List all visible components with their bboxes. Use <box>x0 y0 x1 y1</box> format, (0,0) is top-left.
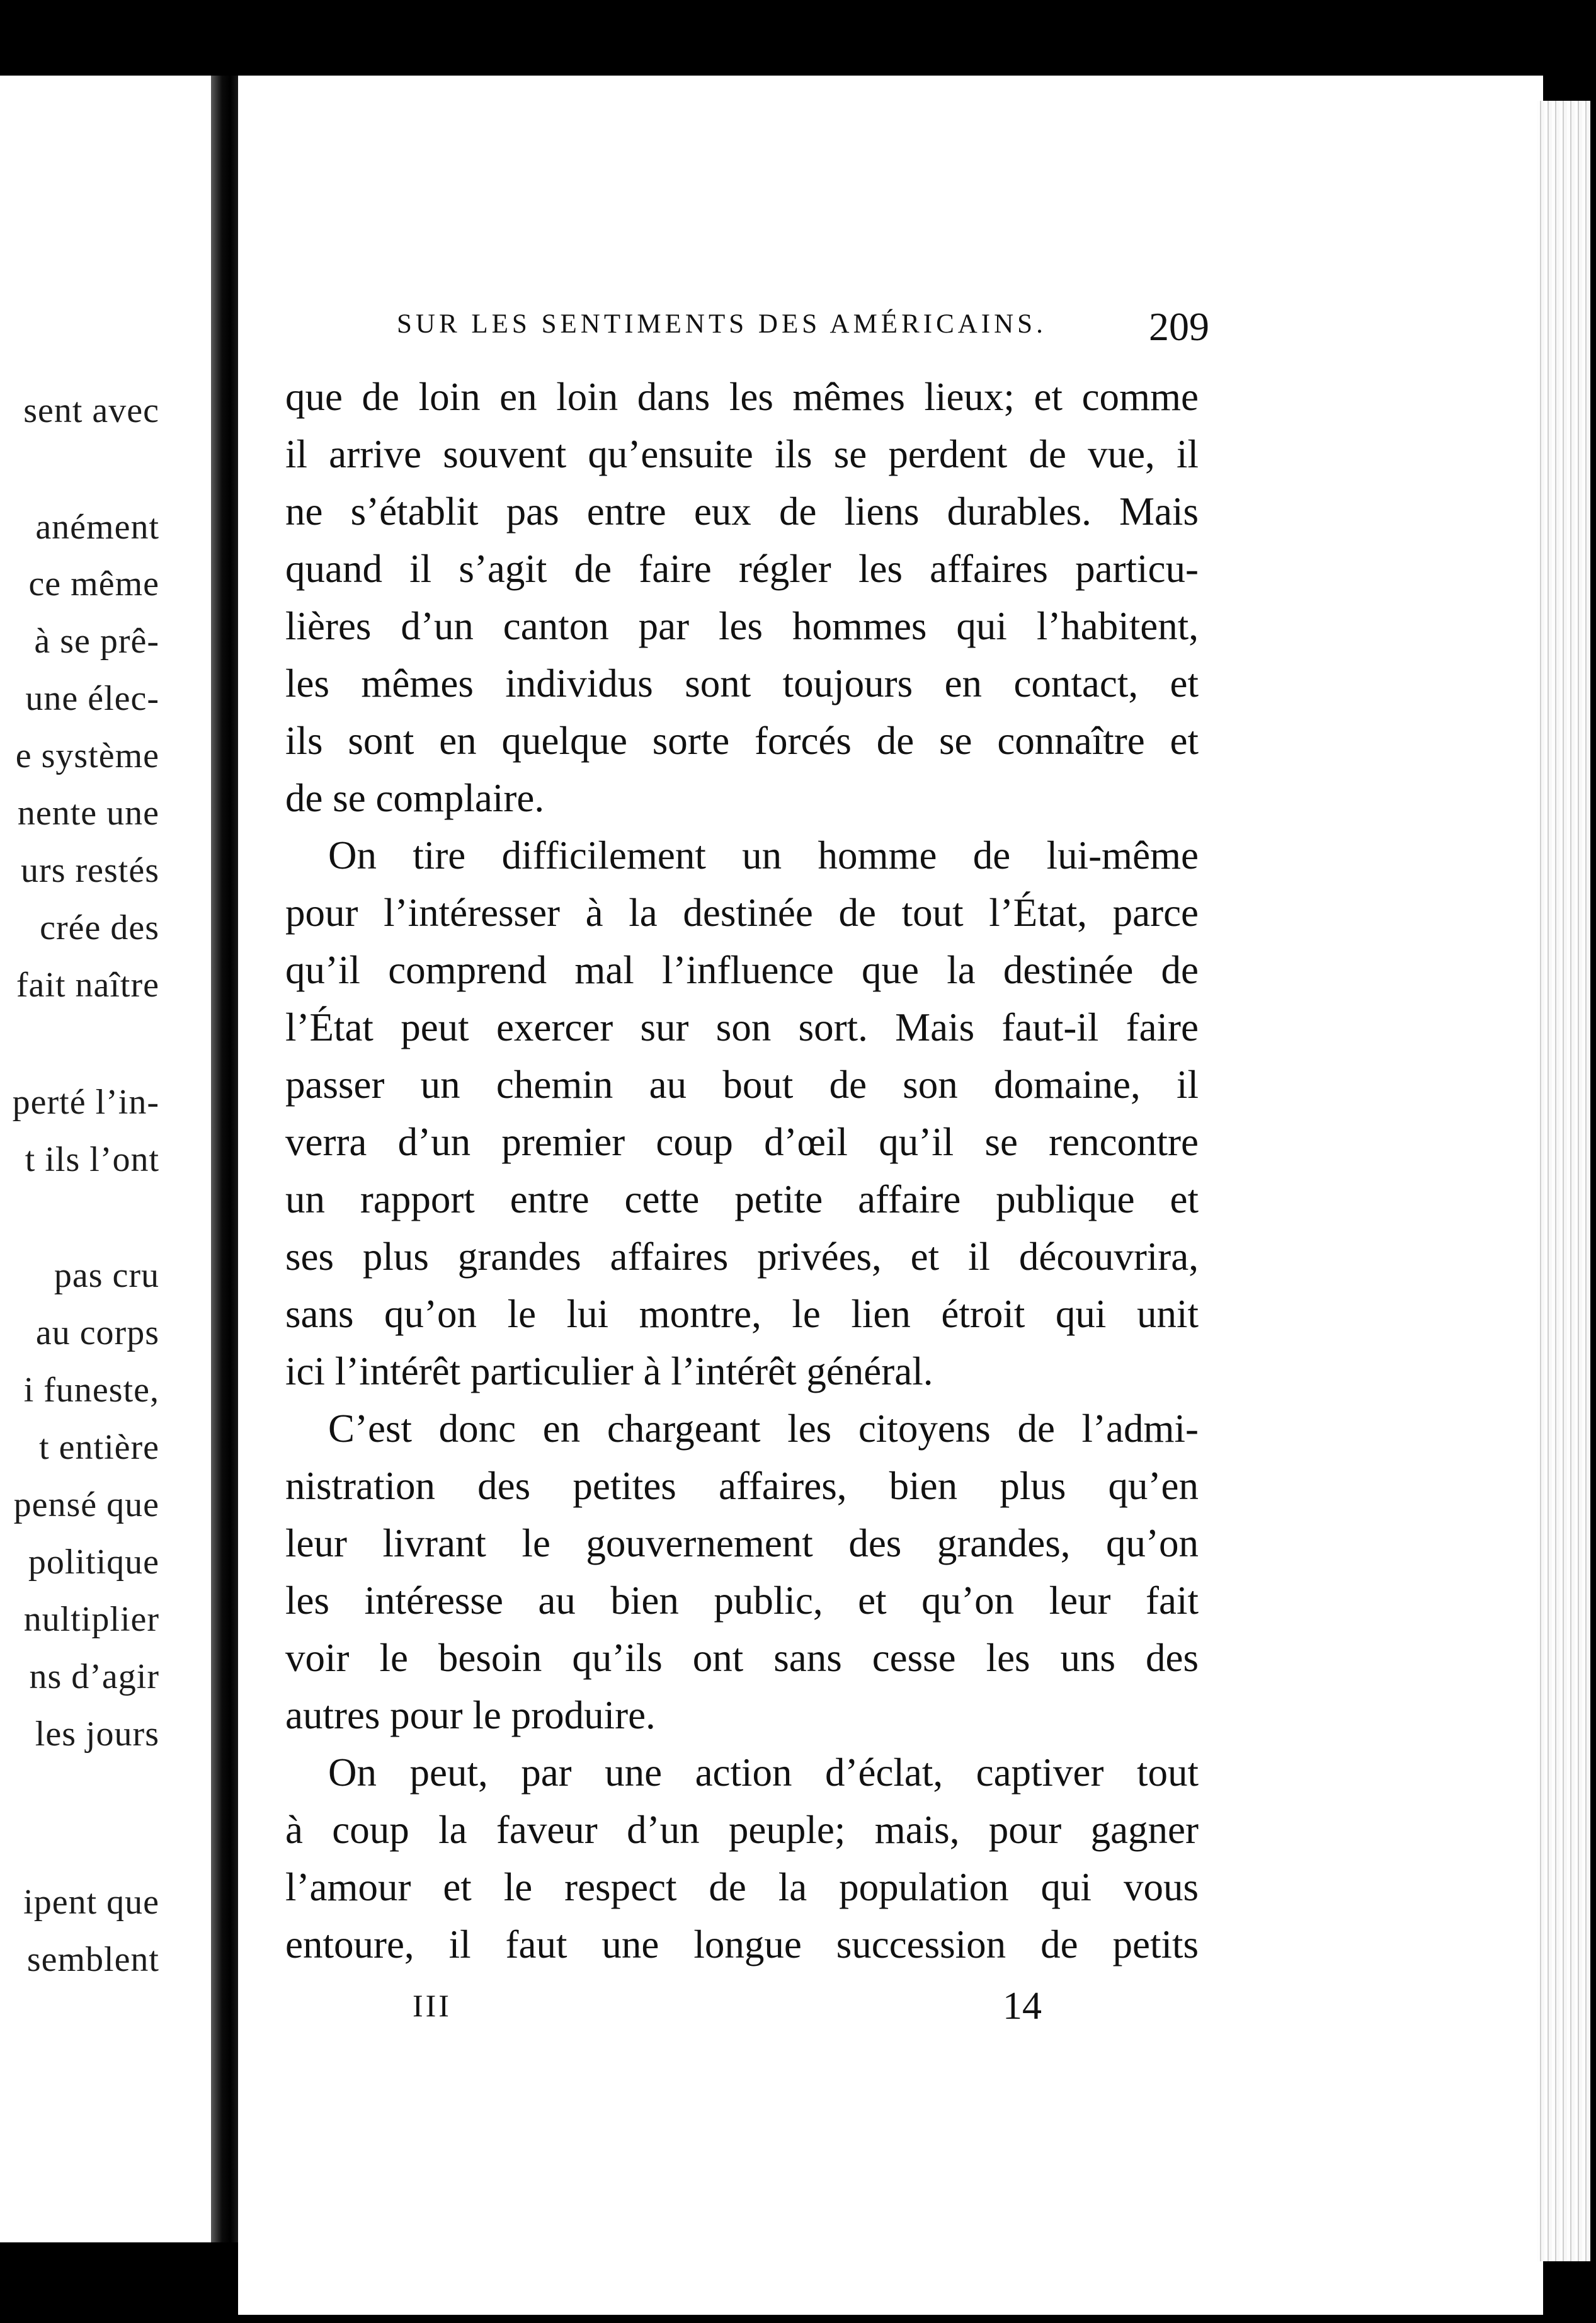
text-line: passer un chemin au bout de son domaine, il <box>285 1063 1199 1107</box>
paragraph-end-line: ici l’intérêt particulier à l’intérêt général. <box>285 1349 933 1393</box>
facing-page-line: urs restés <box>21 851 159 890</box>
text-line: qu’il comprend mal l’influence que la destinée de <box>285 948 1199 992</box>
facing-page-line: une élec- <box>25 679 159 718</box>
paragraph-end-line: de se complaire. <box>285 776 545 820</box>
signature-mark: III <box>413 1988 452 2023</box>
text-line: l’État peut exercer sur son sort. Mais faut-il faire <box>285 1005 1199 1049</box>
paragraph-first-line: On tire difficilement un homme de lui-même <box>328 833 1199 877</box>
facing-page-line: à se prê- <box>34 622 159 661</box>
text-line: quand il s’agit de faire régler les affaires particu- <box>285 547 1199 591</box>
text-line: que de loin en loin dans les mêmes lieux; et comme <box>285 375 1199 419</box>
facing-page-line: semblent <box>26 1940 159 1979</box>
paragraph-end-line: autres pour le produire. <box>285 1693 656 1737</box>
page-number: 209 <box>1149 304 1209 349</box>
text-line: verra d’un premier coup d’œil qu’il se rencontre <box>285 1120 1199 1164</box>
facing-page-line: ce même <box>28 564 159 603</box>
facing-page-line: fait naître <box>16 966 159 1005</box>
paragraph-first-line: On peut, par une action d’éclat, captiver tout <box>328 1750 1199 1795</box>
facing-page-line: e système <box>15 736 159 775</box>
facing-page-line: t entière <box>39 1428 159 1467</box>
text-line: ses plus grandes affaires privées, et il découvrira, <box>285 1235 1199 1279</box>
text-line: entoure, il faut une longue succession de petits <box>285 1922 1199 1966</box>
facing-page-line: perté l’in- <box>12 1083 159 1122</box>
facing-page-line: sent avec <box>23 391 159 430</box>
text-line: lières d’un canton par les hommes qui l’habitent, <box>285 604 1199 648</box>
text-line: voir le besoin qu’ils ont sans cesse les uns des <box>285 1636 1199 1680</box>
text-line: l’amour et le respect de la population qui vous <box>285 1865 1199 1909</box>
facing-page-line: au corps <box>35 1313 159 1352</box>
facing-page-line: anément <box>35 508 159 547</box>
facing-page-line: pensé que <box>13 1485 159 1524</box>
facing-page-line: t ils l’ont <box>25 1140 159 1179</box>
facing-page-line: ns d’agir <box>29 1657 159 1696</box>
text-line: ne s’établit pas entre eux de liens durables. Mais <box>285 489 1199 534</box>
facing-page-line: i funeste, <box>23 1371 159 1410</box>
text-line: ils sont en quelque sorte forcés de se connaître et <box>285 719 1199 763</box>
text-line: pour l’intéresser à la destinée de tout l’État, parce <box>285 891 1199 935</box>
facing-page-line: nente une <box>17 794 159 833</box>
text-line: leur livrant le gouvernement des grandes, qu’on <box>285 1521 1199 1565</box>
facing-page-left <box>0 76 211 2242</box>
facing-page-line: ipent que <box>23 1883 159 1922</box>
body-text <box>285 368 1199 1973</box>
facing-page-line: politique <box>28 1543 159 1582</box>
facing-page-line: pas cru <box>54 1256 159 1295</box>
text-line: un rapport entre cette petite affaire publique et <box>285 1177 1199 1221</box>
text-line: sans qu’on le lui montre, le lien étroit qui unit <box>285 1292 1199 1336</box>
paragraph-first-line: C’est donc en chargeant les citoyens de l’admi- <box>328 1407 1199 1451</box>
text-line: les intéresse au bien public, et qu’on leur fait <box>285 1578 1199 1623</box>
text-line: à coup la faveur d’un peuple; mais, pour gagner <box>285 1808 1199 1852</box>
running-head: SUR LES SENTIMENTS DES AMÉRICAINS. <box>397 309 1047 339</box>
facing-page-line: crée des <box>40 908 159 947</box>
facing-page-line: nultiplier <box>23 1600 159 1639</box>
facing-page-line: les jours <box>35 1715 159 1754</box>
text-line: les mêmes individus sont toujours en contact, et <box>285 661 1199 705</box>
sheet-number: 14 <box>1003 1985 1042 2028</box>
book-gutter <box>211 76 239 2242</box>
page-edges <box>1537 101 1590 2261</box>
text-line: il arrive souvent qu’ensuite ils se perdent de vue, il <box>285 432 1199 476</box>
text-line: nistration des petites affaires, bien plus qu’en <box>285 1464 1199 1508</box>
